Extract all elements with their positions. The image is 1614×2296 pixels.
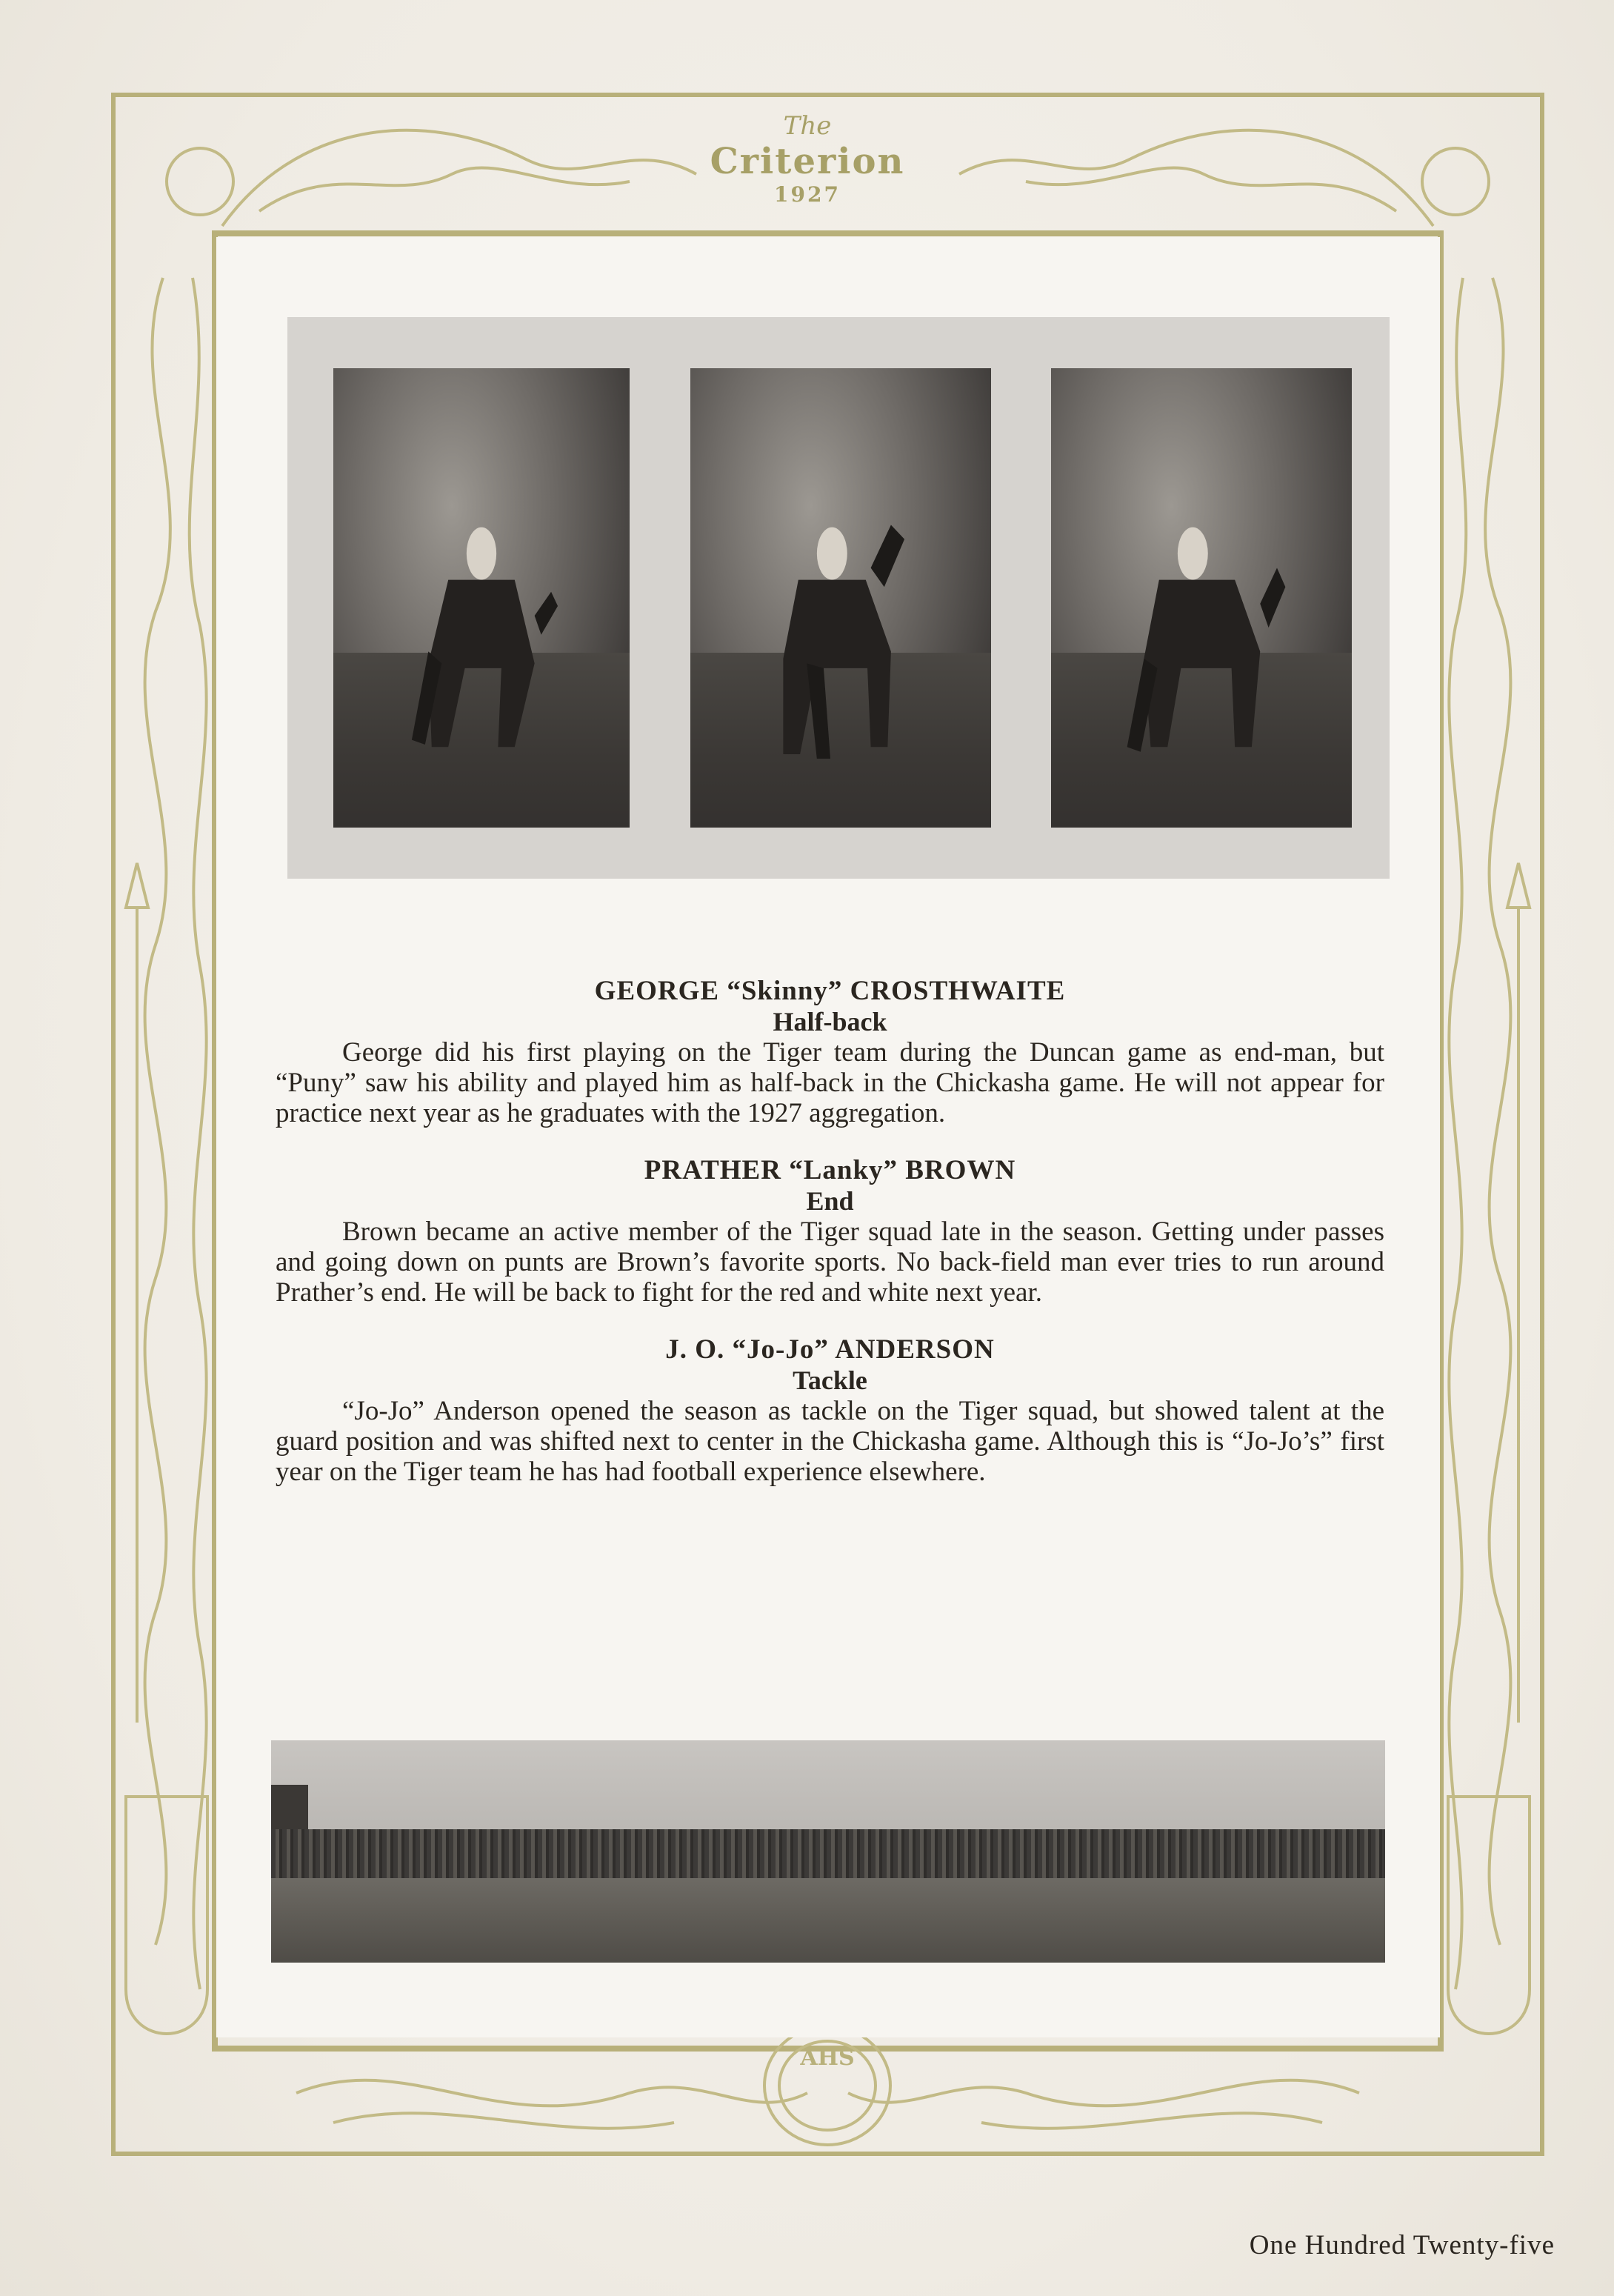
page-number: One Hundred Twenty-five (1249, 2230, 1555, 2260)
player-description: George did his first playing on the Tiger team during the Duncan game as end-man, but “Puny” saw his ability and played him as half-back in the Chickasha game. He will not appear for practice next year as he graduates with the 1927 aggregation. (276, 1037, 1384, 1128)
masthead (696, 111, 918, 230)
masthead-year: 1927 (774, 182, 841, 207)
game-panorama-photo (271, 1740, 1385, 1963)
entry-crosthwaite (276, 976, 1384, 1128)
player-position: Tackle (793, 1365, 867, 1395)
entry-brown (276, 1155, 1384, 1308)
player-writeups (276, 976, 1384, 1514)
player-name: GEORGE “Skinny” CROSTHWAITE (594, 976, 1066, 1006)
player-photo-crosthwaite (333, 368, 630, 828)
entry-anderson (276, 1334, 1384, 1487)
player-description: “Jo-Jo” Anderson opened the season as tackle on the Tiger squad, but showed talent at the guard position and was shifted next to center in the Chickasha game. Although this is “Jo-Jo’s” first year on the Tiger team he has had football experience elsewhere. (276, 1396, 1384, 1487)
player-position: End (806, 1186, 854, 1216)
player-position: Half-back (773, 1007, 887, 1036)
player-name: J. O. “Jo-Jo” ANDERSON (665, 1334, 995, 1365)
masthead-title: Criterion (710, 141, 905, 182)
masthead-the: The (783, 111, 832, 141)
player-photo-brown (690, 368, 991, 828)
player-name: PRATHER “Lanky” BROWN (644, 1155, 1016, 1185)
player-description: Brown became an active member of the Tiger squad late in the season. Getting under passes and going down on punts are Brown’s favorite sports. No back-field man ever tries to run around Prather’s end. He will be back to fight for the red and white next year. (276, 1217, 1384, 1308)
svg-text:AHS: AHS (800, 2045, 855, 2071)
player-photo-anderson (1051, 368, 1352, 828)
